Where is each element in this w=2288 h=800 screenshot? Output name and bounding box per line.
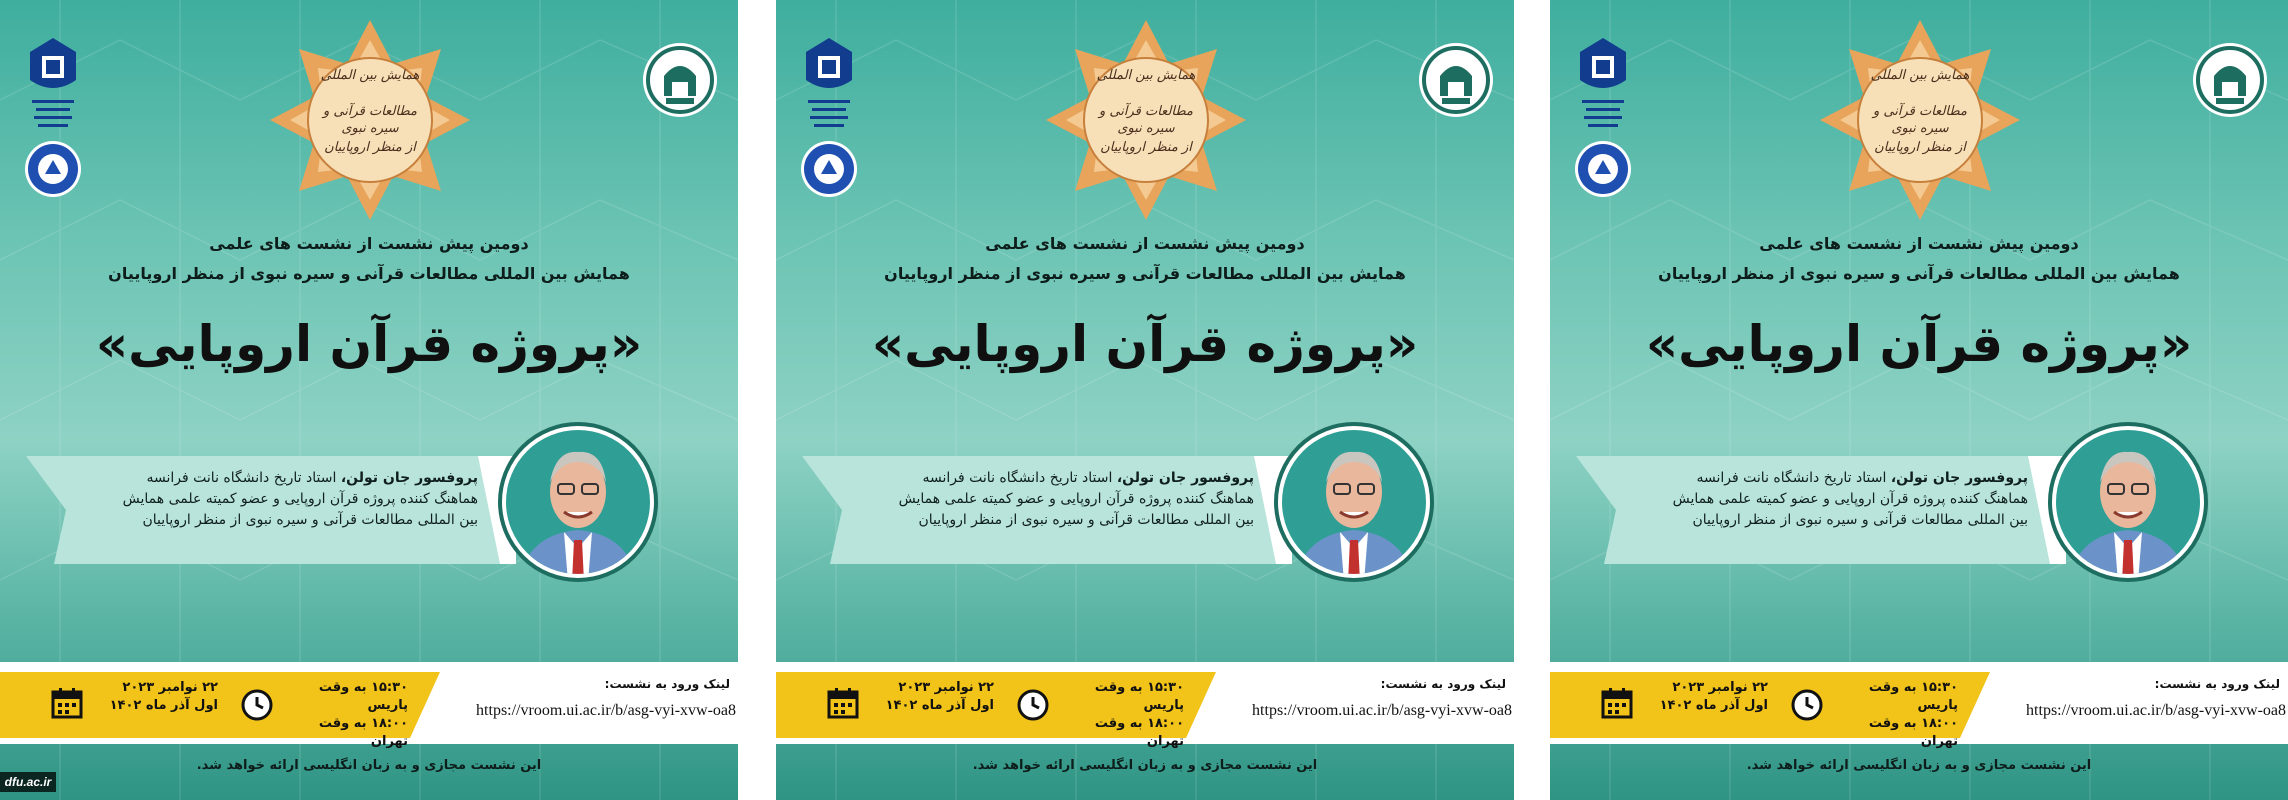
university-logo <box>26 36 80 132</box>
subtitle-line-1: دومین پیش نشست از نشست های علمی <box>209 234 529 253</box>
page-title: «پروژه قرآن اروپایی» <box>871 315 1419 373</box>
bio-line-3: بین المللی مطالعات قرآنی و سیره نبوی از منظر اروپاییان <box>1692 512 2028 528</box>
ministry-logo <box>24 140 82 198</box>
calendar-icon <box>50 686 84 720</box>
subtitle-line-2: همایش بین المللی مطالعات قرآنی و سیره نبوی از منظر اروپاییان <box>1658 264 2180 283</box>
session-time <box>280 679 408 751</box>
speaker-position: استاد تاریخ دانشگاه نانت فرانسه <box>1696 470 1891 486</box>
session-time <box>1830 679 1958 751</box>
rosette-line: از منظر اروپاییان <box>1874 140 1966 155</box>
meeting-link[interactable]: https://vroom.ui.ac.ir/b/asg-vyi-xvw-oa8 <box>1252 702 1512 719</box>
subtitle-line-2: همایش بین المللی مطالعات قرآنی و سیره نبوی از منظر اروپاییان <box>108 264 630 283</box>
rosette-line: از منظر اروپاییان <box>1100 140 1192 155</box>
poster-right <box>1550 0 2288 800</box>
time-paris: ۱۵:۳۰ به وقت پاریس <box>1868 680 1958 713</box>
rosette-line: همایش بین المللی <box>1096 68 1196 83</box>
footer-note: این نشست مجازی و به زبان انگلیسی ارائه خواهد شد. <box>1746 758 2092 773</box>
bio-line-1 <box>866 468 1254 489</box>
isfahan-logo <box>2192 42 2268 118</box>
time-paris: ۱۵:۳۰ به وقت پاریس <box>318 680 408 713</box>
poster-middle <box>776 0 1514 800</box>
time-tehran: ۱۸:۰۰ به وقت تهران <box>318 716 408 749</box>
bio-line-1 <box>90 468 478 489</box>
rosette-line: مطالعات قرآنی و سیره نبوی <box>1872 104 1967 136</box>
ministry-logo <box>1574 140 1632 198</box>
bio-line-3: بین المللی مطالعات قرآنی و سیره نبوی از منظر اروپاییان <box>918 512 1254 528</box>
footer-note: این نشست مجازی و به زبان انگلیسی ارائه خواهد شد. <box>196 758 542 773</box>
bio-line-1 <box>1640 468 2028 489</box>
speaker-position: استاد تاریخ دانشگاه نانت فرانسه <box>146 470 341 486</box>
page-title: «پروژه قرآن اروپایی» <box>95 315 643 373</box>
rosette-line: مطالعات قرآنی و سیره نبوی <box>322 104 417 136</box>
meeting-link[interactable]: https://vroom.ui.ac.ir/b/asg-vyi-xvw-oa8 <box>476 702 736 719</box>
session-date <box>1650 679 1768 715</box>
speaker-bio <box>1640 468 2028 531</box>
link-label: لینک ورود به نشست: <box>604 677 730 691</box>
session-date <box>876 679 994 715</box>
date-gregorian: ۲۲ نوامبر ۲۰۲۳ <box>1672 680 1768 695</box>
link-label: لینک ورود به نشست: <box>1380 677 1506 691</box>
session-time <box>1056 679 1184 751</box>
speaker-photo <box>2048 422 2208 582</box>
session-date <box>100 679 218 715</box>
speaker-photo <box>1274 422 1434 582</box>
rosette-line: همایش بین المللی <box>320 68 420 83</box>
bio-line-2: هماهنگ کننده پروژه قرآن اروپایی و عضو کمیته علمی همایش <box>1672 491 2028 507</box>
date-gregorian: ۲۲ نوامبر ۲۰۲۳ <box>898 680 994 695</box>
calendar-icon <box>826 686 860 720</box>
university-logo <box>802 36 856 132</box>
calendar-icon <box>1600 686 1634 720</box>
speaker-name: پروفسور جان تولن، <box>1890 470 2028 486</box>
bio-line-2: هماهنگ کننده پروژه قرآن اروپایی و عضو کمیته علمی همایش <box>122 491 478 507</box>
date-gregorian: ۲۲ نوامبر ۲۰۲۳ <box>122 680 218 695</box>
rosette-line: از منظر اروپاییان <box>324 140 416 155</box>
bio-line-2: هماهنگ کننده پروژه قرآن اروپایی و عضو کمیته علمی همایش <box>898 491 1254 507</box>
speaker-bio <box>90 468 478 531</box>
page-title: «پروژه قرآن اروپایی» <box>1645 315 2193 373</box>
bio-line-3: بین المللی مطالعات قرآنی و سیره نبوی از منظر اروپاییان <box>142 512 478 528</box>
meeting-link[interactable]: https://vroom.ui.ac.ir/b/asg-vyi-xvw-oa8 <box>2026 702 2286 719</box>
speaker-bio <box>866 468 1254 531</box>
subtitle-line-2: همایش بین المللی مطالعات قرآنی و سیره نبوی از منظر اروپاییان <box>884 264 1406 283</box>
speaker-name: پروفسور جان تولن، <box>1116 470 1254 486</box>
clock-icon <box>1016 688 1050 722</box>
time-paris: ۱۵:۳۰ به وقت پاریس <box>1094 680 1184 713</box>
date-persian: اول آذر ماه ۱۴۰۲ <box>109 698 218 713</box>
isfahan-logo <box>642 42 718 118</box>
speaker-photo <box>498 422 658 582</box>
date-persian: اول آذر ماه ۱۴۰۲ <box>1659 698 1768 713</box>
footer-note: این نشست مجازی و به زبان انگلیسی ارائه خواهد شد. <box>972 758 1318 773</box>
ministry-logo <box>800 140 858 198</box>
rosette-line: همایش بین المللی <box>1870 68 1970 83</box>
clock-icon <box>240 688 274 722</box>
time-tehran: ۱۸:۰۰ به وقت تهران <box>1868 716 1958 749</box>
speaker-name: پروفسور جان تولن، <box>340 470 478 486</box>
subtitle-line-1: دومین پیش نشست از نشست های علمی <box>1759 234 2079 253</box>
speaker-position: استاد تاریخ دانشگاه نانت فرانسه <box>922 470 1117 486</box>
isfahan-logo <box>1418 42 1494 118</box>
rosette-line: مطالعات قرآنی و سیره نبوی <box>1098 104 1193 136</box>
date-persian: اول آذر ماه ۱۴۰۲ <box>885 698 994 713</box>
site-watermark[interactable]: dfu.ac.ir <box>0 772 56 792</box>
time-tehran: ۱۸:۰۰ به وقت تهران <box>1094 716 1184 749</box>
subtitle-line-1: دومین پیش نشست از نشست های علمی <box>985 234 1305 253</box>
university-logo <box>1576 36 1630 132</box>
link-label: لینک ورود به نشست: <box>2154 677 2280 691</box>
poster-left <box>0 0 738 800</box>
clock-icon <box>1790 688 1824 722</box>
